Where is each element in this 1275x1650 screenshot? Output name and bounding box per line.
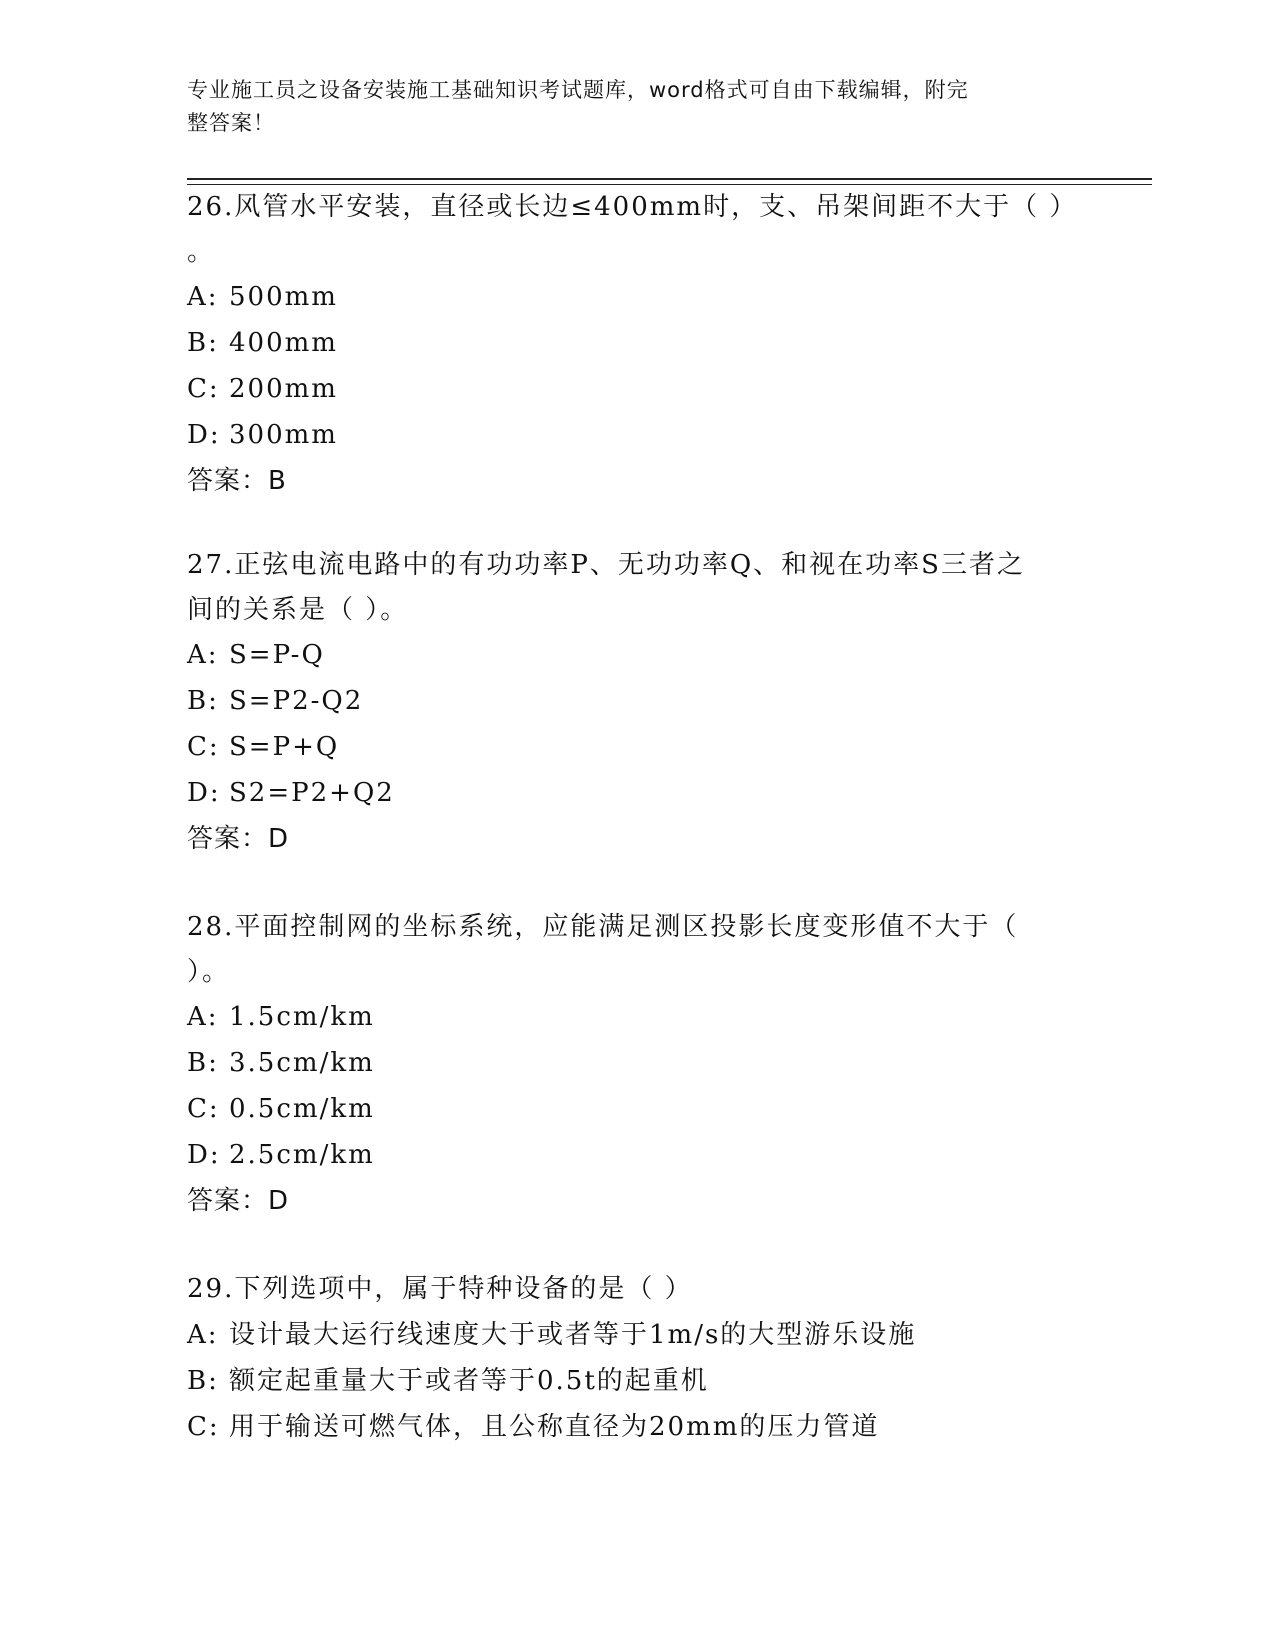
- option-key: C:: [187, 374, 220, 404]
- document-header: [187, 74, 1087, 140]
- option-key: A:: [187, 1320, 219, 1350]
- option-text: 设计最大运行线速度大于或者等于1m/s的大型游乐设施: [229, 1320, 917, 1350]
- header-line-2: 整答案！: [187, 111, 275, 135]
- option-key: D:: [187, 778, 221, 808]
- question-29: [187, 1266, 1087, 1450]
- option-d: [187, 1132, 1087, 1178]
- option-a: [187, 1312, 1087, 1358]
- question-27: [187, 542, 1087, 862]
- option-text: 500mm: [229, 282, 338, 312]
- option-text: 400mm: [229, 328, 338, 358]
- question-stem-line: 28.平面控制网的坐标系统，应能满足测区投影长度变形值不大于（: [187, 912, 1019, 942]
- option-text: 300mm: [229, 420, 338, 450]
- option-text: S=P-Q: [229, 640, 325, 670]
- option-c: [187, 1404, 1087, 1450]
- option-text: S=P+Q: [229, 732, 340, 762]
- option-a: [187, 632, 1087, 678]
- option-key: D:: [187, 420, 221, 450]
- option-text: 3.5cm/km: [229, 1048, 375, 1078]
- question-stem-line: 27.正弦电流电路中的有功功率P、无功功率Q、和视在功率S三者之: [187, 550, 1025, 580]
- question-stem-line: 29.下列选项中，属于特种设备的是（ ）: [187, 1274, 693, 1304]
- option-key: B:: [187, 1366, 219, 1396]
- option-a: [187, 274, 1087, 320]
- option-c: [187, 724, 1087, 770]
- option-key: A:: [187, 640, 219, 670]
- option-key: D:: [187, 1140, 221, 1170]
- question-28: [187, 904, 1087, 1224]
- answer-line: 答案：D: [187, 1186, 290, 1216]
- header-divider-thick: [187, 178, 1152, 180]
- question-stem-line: 间的关系是（ ）。: [187, 595, 409, 625]
- question-stem-line: 。: [187, 237, 216, 267]
- option-text: 2.5cm/km: [229, 1140, 375, 1170]
- option-text: 额定起重量大于或者等于0.5t的起重机: [229, 1366, 709, 1396]
- option-a: [187, 994, 1087, 1040]
- option-key: B:: [187, 1048, 219, 1078]
- option-d: [187, 412, 1087, 458]
- option-text: 0.5cm/km: [229, 1094, 375, 1124]
- option-d: [187, 770, 1087, 816]
- option-c: [187, 366, 1087, 412]
- option-b: [187, 320, 1087, 366]
- option-key: B:: [187, 328, 219, 358]
- option-key: C:: [187, 732, 220, 762]
- option-key: A:: [187, 1002, 219, 1032]
- option-key: C:: [187, 1094, 220, 1124]
- option-text: 1.5cm/km: [229, 1002, 375, 1032]
- answer-line: 答案：D: [187, 824, 290, 854]
- option-b: [187, 1040, 1087, 1086]
- option-text: S2=P2+Q2: [229, 778, 395, 808]
- option-c: [187, 1086, 1087, 1132]
- question-stem-line: ）。: [187, 957, 231, 987]
- option-key: B:: [187, 686, 219, 716]
- option-key: A:: [187, 282, 219, 312]
- answer-line: 答案：B: [187, 466, 287, 496]
- option-b: [187, 678, 1087, 724]
- question-stem-line: 26.风管水平安装，直径或长边≤400mm时，支、吊架间距不大于（ ）: [187, 192, 1078, 222]
- option-text: 用于输送可燃气体，且公称直径为20mm的压力管道: [229, 1412, 880, 1442]
- header-line-1: 专业施工员之设备安装施工基础知识考试题库，word格式可自由下载编辑，附完: [187, 78, 969, 102]
- option-text: S=P2-Q2: [229, 686, 364, 716]
- question-26: [187, 184, 1087, 504]
- option-b: [187, 1358, 1087, 1404]
- option-key: C:: [187, 1412, 220, 1442]
- option-text: 200mm: [229, 374, 338, 404]
